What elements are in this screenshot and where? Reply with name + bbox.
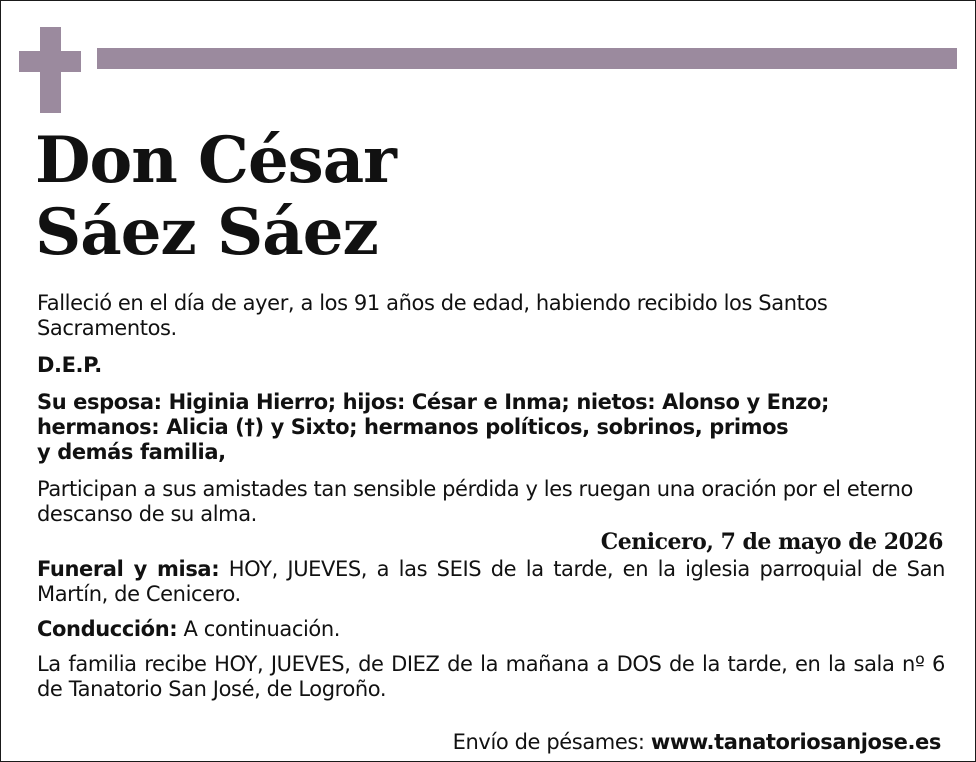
condolences-label: Envío de pésames: bbox=[452, 730, 645, 754]
header-rule bbox=[97, 48, 957, 69]
cross-icon bbox=[19, 27, 81, 113]
rip-label: D.E.P. bbox=[37, 353, 102, 377]
procession-label: Conducción: bbox=[37, 617, 178, 641]
family-line-1: Su esposa: Higinia Hierro; hijos: César e Inma; nietos: Alonso y Enzo; bbox=[37, 390, 829, 414]
family-line-3: y demás familia, bbox=[37, 440, 226, 464]
deceased-name-line1: Don César bbox=[35, 123, 396, 198]
procession-info bbox=[37, 617, 945, 642]
participation-text: Participan a sus amistades tan sensible pérdida y les ruegan una oración por el eterno descanso de su alma. bbox=[37, 477, 913, 526]
condolences-line bbox=[453, 728, 941, 756]
reception-info: La familia recibe HOY, JUEVES, de DIEZ de la mañana a DOS de la tarde, en la sala nº 6 de Tanatorio San José, de Logroño. bbox=[37, 652, 945, 701]
cross-horizontal-bar bbox=[19, 51, 81, 72]
place-date: Cenicero, 7 de mayo de 2026 bbox=[600, 529, 943, 555]
family-list bbox=[37, 390, 945, 465]
funeral-text: HOY, JUEVES, a las SEIS de la tarde, en la iglesia parroquial de San Martín, de Cenicero. bbox=[37, 557, 945, 606]
condolences-url[interactable]: www.tanatoriosanjose.es bbox=[650, 730, 941, 754]
funeral-label: Funeral y misa: bbox=[37, 557, 220, 581]
deceased-name bbox=[35, 125, 396, 269]
family-line-2: hermanos: Alicia (†) y Sixto; hermanos políticos, sobrinos, primos bbox=[37, 415, 789, 439]
funeral-info bbox=[37, 557, 945, 607]
death-announcement: Falleció en el día de ayer, a los 91 años de edad, habiendo recibido los Santos Sacramentos. bbox=[37, 291, 828, 340]
deceased-name-line2: Sáez Sáez bbox=[35, 195, 378, 270]
notice-body bbox=[37, 291, 945, 702]
procession-text: A continuación. bbox=[183, 617, 341, 641]
